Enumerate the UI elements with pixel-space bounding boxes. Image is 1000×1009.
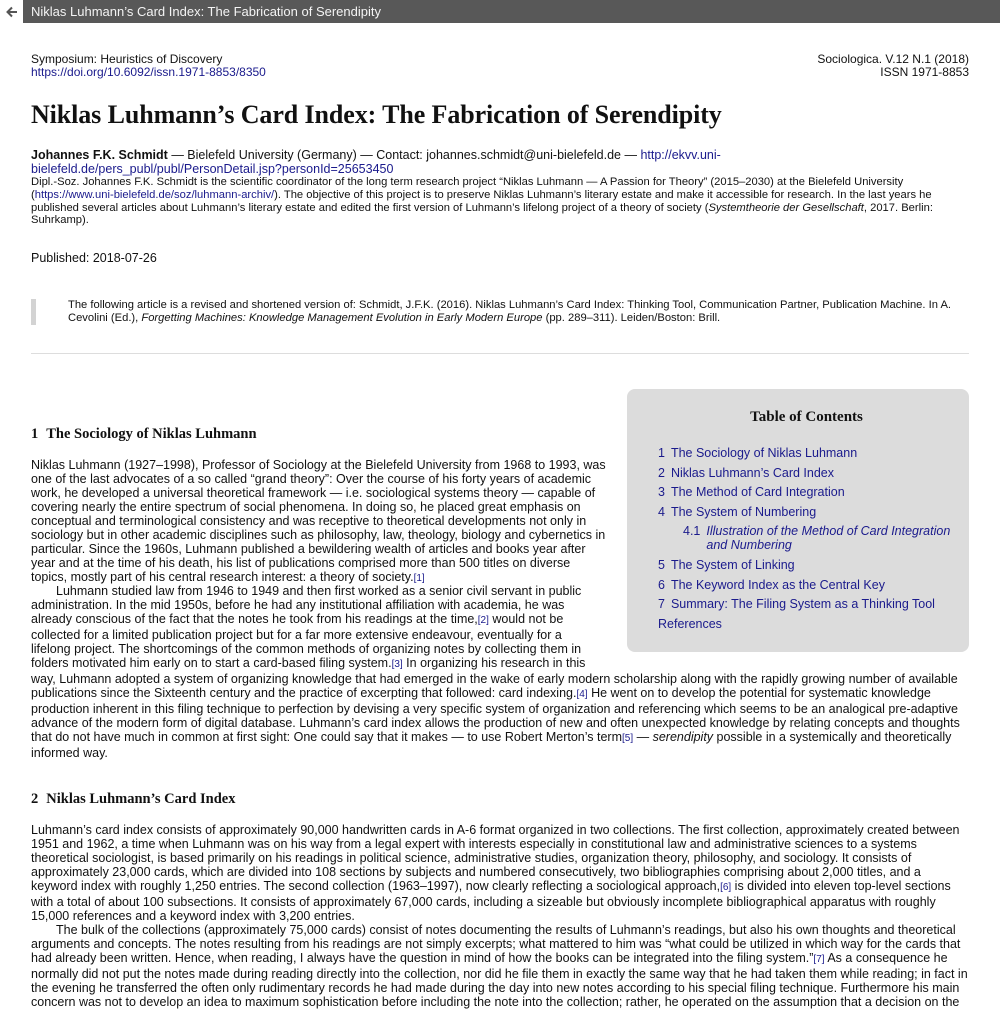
footnote-ref[interactable]: [7] [813,954,825,965]
paragraph: Luhmann studied law from 1946 to 1949 and then first worked as a senior civil servant in public administration. In the mid 1950s, before he had any institutional affiliation with academia, he was already conscious of the fact that the notes he took from his readings at the time,[2] would not be collected for a limited publication project but for a far more extensive endeavour, eventually for a lifelong project. The shortcomings of the common methods of organizing notes by collecting them in folders motivated him early on to start a card-based filing system.[3] In organizing his research in this way, Luhmann adopted a system of organizing knowledge that had emerged in the wake of early modern scholarship along with the rapidly growing number of available publications since the Sixteenth century and the practice of excerpting that followed: card indexing.[4] He went on to develop the potential for systematic knowledge production inherent in this filing technique to perfection by devising a very specific system of organization and referencing which seems to be an analogical pre-adaptive advance of the modern form of digital database. Luhmann’s card index allows the production of new and often unexpected knowledge by relating concepts and thoughts that do not have much in common at first sight: One could say that it makes — to use Robert Merton’s term[5] — serendipity possible in a systemically and theoretically informed way. [31,584,960,760]
author-affiliation: — Bielefeld University (Germany) — Contact: johannes.schmidt@uni-bielefeld.de — [167,148,641,162]
doi-link[interactable]: https://doi.org/10.6092/issn.1971-8853/8350 [31,65,266,79]
toc-item[interactable]: 7 Summary: The Filing System as a Thinking Tool [658,597,935,612]
article-title: Niklas Luhmann’s Card Index: The Fabrication of Serendipity [31,100,722,129]
toc-item-references[interactable]: References [658,616,722,631]
footnote-ref[interactable]: [3] [391,659,403,670]
window-title: Niklas Luhmann’s Card Index: The Fabrication of Serendipity [31,4,381,19]
toc-item[interactable]: 3 The Method of Card Integration [658,485,845,500]
footnote-ref[interactable]: [6] [720,882,732,893]
published-date: Published: 2018-07-26 [31,251,157,266]
paragraph: Niklas Luhmann (1927–1998), Professor of Sociology at the Bielefeld University from 1968 to 1993, was one of the last advocates of a so called “grand theory”: Over the course of his forty years of academic work, he developed a universal theoretical framework — i.e. sociological systems theory — capable of covering nearly the entire spectrum of social phenomena. In doing so, he placed great emphasis on conceptual and terminological consistency and was receptive to theoretical developments not only in sociology but in other academic disciplines such as philosophy, law, theology, biology and cybernetics in particular. Since the 1960s, Luhmann published a bewildering wealth of articles and books year after year and at the time of his death, his list of publications comprised more than 500 titles on diverse topics, mostly part of his central research interest: a theory of society.[1] [31,458,606,584]
footnote-ref[interactable]: [5] [622,733,634,744]
section-body-continued [31,584,969,760]
author-bio: Dipl.-Soz. Johannes F.K. Schmidt is the scientific coordinator of the long term research project “Niklas Luhmann — A Passion for Theory” (2015–2030) at the Bielefeld University (https://www.uni-bielefeld.de/soz/luhmann-archiv/). The objective of this project is to preserve Niklas Luhmann’s literary estate and make it accessible for research. In the last years he published several articles about Luhmann’s literary estate and edited the first version of Luhmann’s lifelong project of a theory of society (Systemtheorie der Gesellschaft, 2017. Berlin: Suhrkamp). [31,176,933,227]
toc-item[interactable]: 4 The System of Numbering [658,504,817,519]
section-body [31,823,969,1009]
toc-item[interactable]: 6 The Keyword Index as the Central Key [658,577,885,592]
journal-meta [31,53,969,79]
author-name: Johannes F.K. Schmidt [31,148,168,162]
footnote-ref[interactable]: [4] [576,689,588,700]
back-button[interactable] [0,0,23,23]
arrow-left-icon [6,6,18,18]
toc-item[interactable]: 5 The System of Linking [658,557,795,572]
toc-title: Table of Contents [750,409,863,425]
journal-issn: ISSN 1971-8853 [880,65,969,79]
divider [31,353,969,354]
symposium-label: Symposium: Heuristics of Discovery [31,52,223,66]
journal-volume: Sociologica. V.12 N.1 (2018) [817,52,969,66]
toc-item[interactable]: 2 Niklas Luhmann’s Card Index [658,465,835,480]
paragraph: The bulk of the collections (approximately 75,000 cards) consist of notes documenting the results of Luhmann’s readings, but also his own thoughts and theoretical arguments and concepts. The notes resulting from his readings are not simply excerpts; what mattered to him was “what could be utilized in which way for the cards that had already been written. Hence, when reading, I always have the question in mind of how the books can be integrated into the filing system.”[7] As a consequence he normally did not put the notes made during reading directly into the collection, nor did he file them in exactly the same way that he had taken them while reading; in fact in the evening he transferred the often only rudimentary records he had made during the day into new notes according to his special filing technique. Furthermore his main concern was not to develop an idea to maximum sophistication before including the note into the collection; rather, he operated on the assumption that a decision on the [31,923,968,1009]
abstract-note: The following article is a revised and shortened version of: Schmidt, J.F.K. (2016). Niklas Luhmann’s Card Index: Thinking Tool, Communication Partner, Publication Machine. In A. Cevolini (Ed.), Forgetting Machines: Knowledge Management Evolution in Early Modern Europe (pp. 289–311). Leiden/Boston: Brill. [31,299,969,325]
title-bar [0,0,1000,23]
section-heading: 1 The Sociology of Niklas Luhmann [31,426,257,442]
footnote-ref[interactable]: [1] [413,573,425,584]
archive-link[interactable]: https://www.uni-bielefeld.de/soz/luhmann-archiv/ [34,188,275,201]
footnote-ref[interactable]: [2] [477,615,489,626]
paragraph: Luhmann’s card index consists of approximately 90,000 handwritten cards in A-6 format organized in two collections. The first collection, approximately created between 1951 and 1962, a time when Luhmann was on his way from a legal expert with interests especially in constitutional law and administrative sciences to a systems theoretical sociologist, is based primarily on his readings in political science, administrative studies, organization theory, philosophy, and sociology. It consists of approximately 23,000 cards, which are divided into 108 sections by subjects and numbered consecutively, two bibliographies comprising about 2,000 titles, and a keyword index with roughly 1,250 entries. The second collection (1963–1997), now clearly reflecting a sociological approach,[6] is divided into eleven top-level sections with a total of about 100 subsections. It consists of approximately 67,000 cards, including a sizeable but obviously incomplete bibliographical apparatus with roughly 15,000 references and a keyword index with 3,200 entries. [31,823,960,923]
author-line [31,148,969,176]
author-profile-link[interactable]: http://ekvv.uni-bielefeld.de/pers_publ/publ/PersonDetail.jsp?personId=25653450 [31,148,721,176]
toc-item[interactable]: 1 The Sociology of Niklas Luhmann [658,446,858,460]
article-header [31,53,969,354]
toc-subitem[interactable]: 4.1 Illustration of the Method of Card Integration and Numbering [683,524,951,553]
section-body [31,458,969,586]
section-heading: 2 Niklas Luhmann’s Card Index [31,791,236,807]
